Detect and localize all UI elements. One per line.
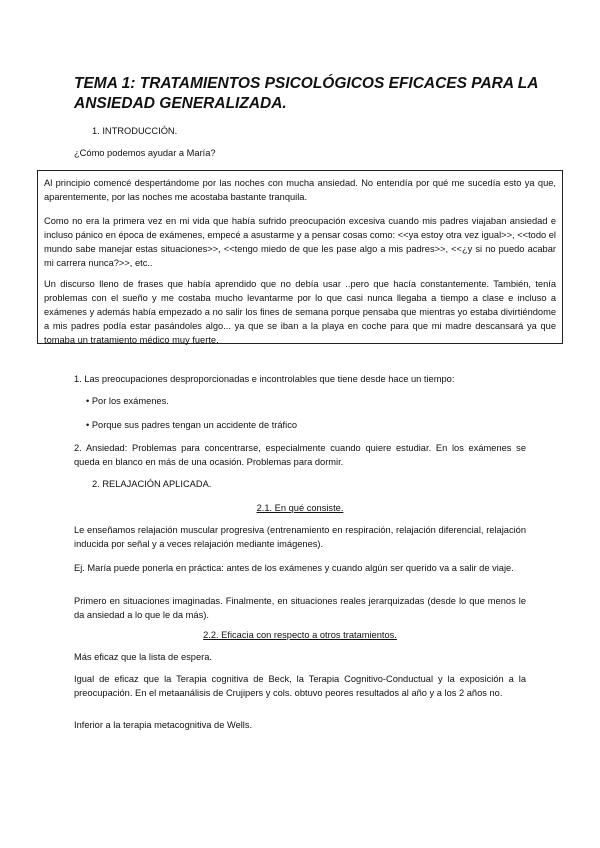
- testimony-paragraph-3: Un discurso lleno de frases que había aprendido que no debía usar ..pero que hacía constantemente. También, tenía problemas con el sueño y me costaba mucho levantarme por lo que casi nunca llegaba a tiempo a clase e incluso a exámenes y además había empezado a no salir los fines de semana porque pensaba que mientras yo estaba divirtiéndome a mis padres podía estar pasándoles algo... ya que se iban a la playa en coche para que mi madre descansará ya que tomaba un tratamiento médico muy fuerte.: [44, 279, 556, 345]
- bullet-accident: • Porque sus padres tengan un accidente de tráfico: [86, 420, 298, 430]
- sub2-paragraph-3: Inferior a la terapia metacognitiva de Wells.: [74, 720, 253, 730]
- intro-question: ¿Cómo podemos ayudar a María?: [74, 148, 216, 158]
- testimony-box: [37, 170, 563, 344]
- sub2-paragraph-1: Más eficaz que la lista de espera.: [74, 652, 212, 662]
- section1-heading: 1. INTRODUCCIÓN.: [92, 126, 178, 136]
- section2-heading: 2. RELAJACIÓN APLICADA.: [92, 479, 212, 489]
- sub2-paragraph-2: Igual de eficaz que la Terapia cognitiva de Beck, la Terapia Cognitivo-Conductual y la exposición a la preocupación. En el metaanálisis de Crujipers y cols. obtuvo peores resultados al año y a los 2 años no.: [74, 674, 526, 698]
- testimony-paragraph-2: Como no era la primera vez en mi vida que había sufrido preocupación excesiva cuando mis padres viajaban ansiedad e incluso pánico en época de exámenes, empecé a asustarme y a pensar cosas como: <<ya estoy otra vez igual>>, <<todo el mundo sabe manejar estas situaciones>>, <<tengo miedo de que les pase algo a mis padres>>, <<¿y si no puedo acabar mi carrera nunca?>>, etc..: [44, 216, 556, 268]
- subsection-2-1-title: 2.1. En qué consiste.: [256, 503, 344, 513]
- bullet-exams: • Por los exámenes.: [86, 396, 169, 406]
- sub1-paragraph-3: Primero en situaciones imaginadas. Finalmente, en situaciones reales jerarquizadas (desde lo que menos le da ansiedad a lo que le da más).: [74, 596, 526, 620]
- document-title: TEMA 1: TRATAMIENTOS PSICOLÓGICOS EFICACES PARA LA ANSIEDAD GENERALIZADA.: [74, 75, 538, 112]
- subsection-2-2-title: 2.2. Eficacia con respecto a otros tratamientos.: [203, 630, 397, 640]
- sub1-paragraph-1: Le enseñamos relajación muscular progresiva (entrenamiento en respiración, relajación diferencial, relajación inducida por señal y a veces relajación mediante imágenes).: [74, 525, 526, 549]
- point-2: 2. Ansiedad: Problemas para concentrarse, especialmente cuando quiere estudiar. En los exámenes se queda en blanco en más de una ocasión. Problemas para dormir.: [74, 443, 526, 467]
- testimony-paragraph-1: Al principio comencé despertándome por las noches con mucha ansiedad. No entendía por qué me sucedía esto ya que, aparentemente, por las noches me acostaba bastante tranquila.: [44, 178, 556, 202]
- point-1: 1. Las preocupaciones desproporcionadas e incontrolables que tiene desde hace un tiempo:: [74, 374, 455, 384]
- sub1-paragraph-2: Ej. María puede ponerla en práctica: antes de los exámenes y cuando algún ser querido va a salir de viaje.: [74, 563, 514, 573]
